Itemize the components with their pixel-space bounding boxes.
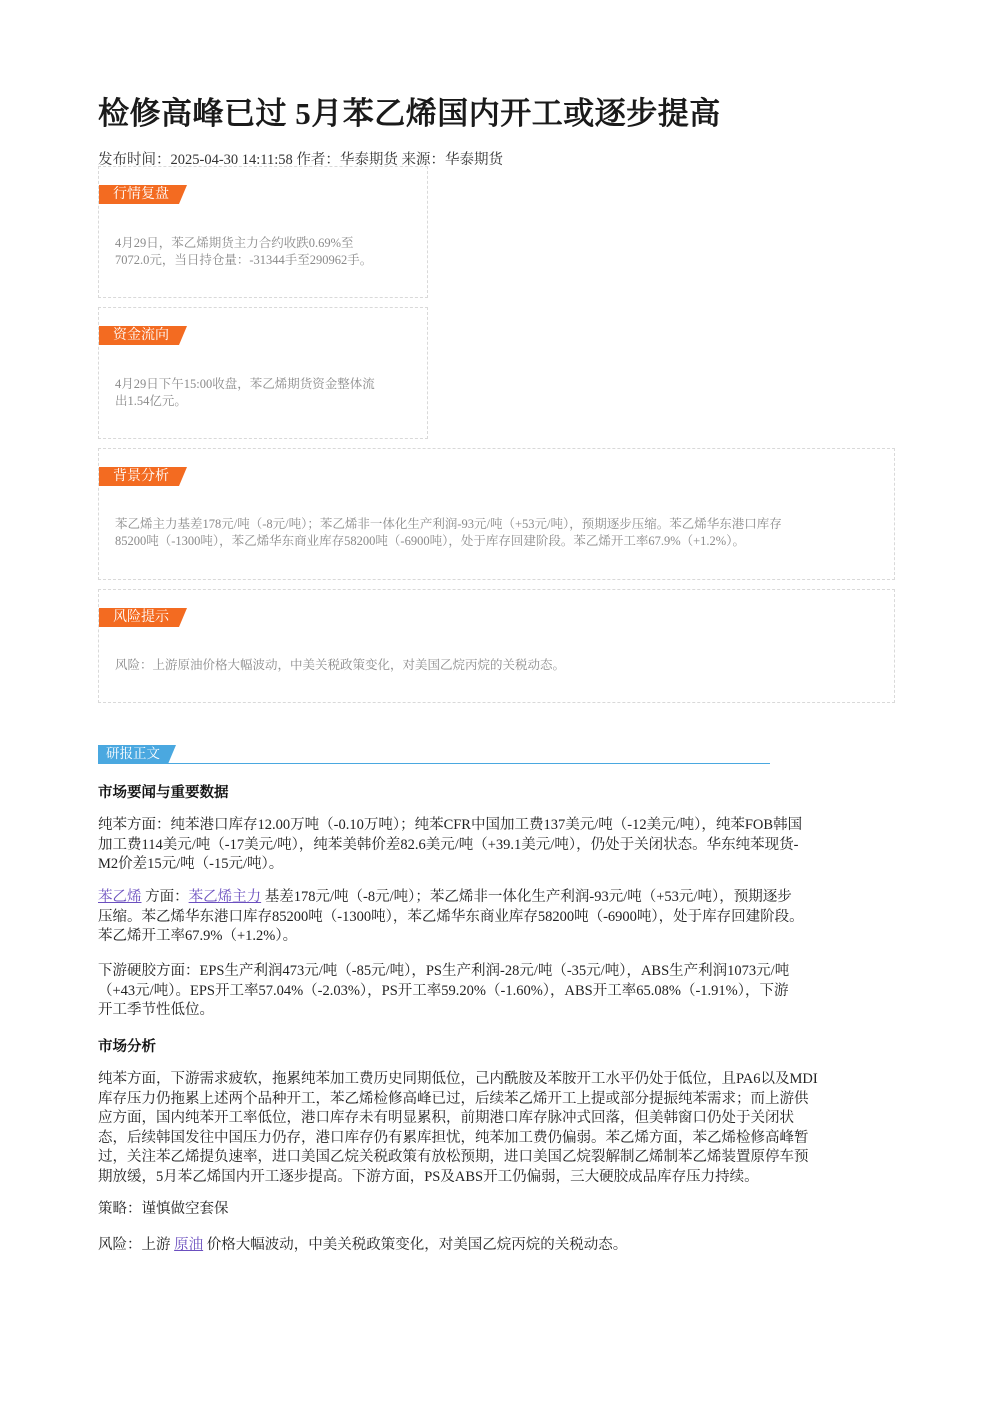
text-line: 加工费114美元/吨（-17美元/吨），纯苯美韩价差82.6美元/吨（+39.1美元/吨），仍处于关闭状态。华东纯苯现货- (98, 836, 799, 853)
text-line (98, 888, 894, 908)
risk-suffix: 价格大幅波动，中美关税政策变化，对美国乙烷丙烷的关税动态。 (203, 1237, 628, 1253)
styrene-mid-text: 方面： (141, 889, 189, 905)
article-meta: 发布时间：2025-04-30 14:11:58 作者：华泰期货 来源：华泰期货 (98, 152, 504, 168)
background-tag: 背景分析 (99, 467, 179, 486)
market-review-tag: 行情复盘 (99, 185, 179, 204)
text-line: 纯苯方面，下游需求疲软，拖累纯苯加工费历史同期低位，己内酰胺及苯胺开工水平仍处于低位，且PA6以及MDI (98, 1071, 818, 1087)
text-line: 期放缓，5月苯乙烯国内开工逐步提高。下游方面，PS及ABS开工仍偏弱，三大硬胶成品库存压力持续。 (98, 1168, 759, 1185)
text-line: 苯乙烯主力基差178元/吨（-8元/吨）；苯乙烯非一体化生产利润-93元/吨（+53元/吨），预期逐步压缩。苯乙烯华东港口库存 (115, 517, 782, 531)
market-review-box (98, 166, 428, 298)
text-line: 态，后续韩国发往中国压力仍存，港口库存仍有累库担忧，纯苯加工费仍偏弱。苯乙烯方面，苯乙烯检修高峰暂 (98, 1129, 809, 1146)
risk-text: 风险：上游原油价格大幅波动，中美关税政策变化，对美国乙烷丙烷的关税动态。 (115, 658, 566, 672)
paragraph-downstream (98, 962, 894, 1021)
capital-flow-box (98, 307, 428, 439)
text-line: M2价差15元/吨（-15元/吨）。 (98, 856, 284, 872)
background-box (98, 448, 895, 580)
market-review-text (115, 235, 372, 269)
text-line: 开工季节性低位。 (98, 1002, 214, 1018)
paragraph-analysis (98, 1070, 894, 1187)
styrene-line-rest: 基差178元/吨（-8元/吨）；苯乙烯非一体化生产利润-93元/吨（+53元/吨），预期逐步 (261, 889, 792, 905)
text-line: （+43元/吨）。EPS开工率57.04%（-2.03%），PS开工率59.20%（-1.60%），ABS开工率65.08%（-1.91%），下游 (98, 982, 789, 999)
paragraph-styrene (98, 888, 894, 947)
text-line: 85200吨（-1300吨），苯乙烯华东商业库存58200吨（-6900吨），处于库存回建阶段。苯乙烯开工率67.9%（+1.2%）。 (115, 534, 745, 548)
heading-market-news: 市场要闻与重要数据 (98, 785, 229, 801)
risk-tag: 风险提示 (99, 608, 179, 627)
capital-flow-tag: 资金流向 (99, 326, 179, 345)
paragraph-benzene (98, 816, 894, 875)
text-line: 过，关注苯乙烯提负速率，进口美国乙烷关税政策有放松预期，进口美国乙烷裂解制乙烯制苯乙烯装置原停车预 (98, 1149, 809, 1165)
text-line: 压缩。苯乙烯华东港口库存85200吨（-1300吨），苯乙烯华东商业库存58200吨（-6900吨），处于库存回建阶段。 (98, 908, 804, 925)
divider (98, 763, 770, 764)
heading-market-analysis: 市场分析 (98, 1039, 156, 1055)
crude-oil-link[interactable]: 原油 (174, 1237, 204, 1253)
text-line: 出1.54亿元。 (115, 394, 187, 408)
text-line: 4月29日，苯乙烯期货主力合约收跌0.69%至 (115, 236, 354, 250)
text-line: 纯苯方面：纯苯港口库存12.00万吨（-0.10万吨）；纯苯CFR中国加工费137美元/吨（-12美元/吨），纯苯FOB韩国 (98, 817, 803, 833)
report-body-tag: 研报正文 (98, 745, 168, 764)
text-line: 下游硬胶方面：EPS生产利润473元/吨（-85元/吨），PS生产利润-28元/吨（-35元/吨），ABS生产利润1073元/吨 (98, 963, 790, 979)
background-text (115, 516, 885, 550)
styrene-link[interactable]: 苯乙烯 (98, 889, 142, 905)
text-line: 应方面，国内纯苯开工率低位，港口库存未有明显累积，前期港口库存脉冲式回落，但美韩窗口仍处于关闭状 (98, 1110, 794, 1126)
risk-prefix: 风险：上游 (98, 1237, 175, 1253)
strategy-text: 策略：谨慎做空套保 (98, 1201, 229, 1217)
risk-box (98, 589, 895, 703)
text-line: 库存压力仍拖累上述两个品种开工，苯乙烯检修高峰已过，后续苯乙烯开工上提或部分提振纯苯需求；而上游供 (98, 1090, 809, 1107)
capital-flow-text (115, 376, 375, 410)
text-line: 4月29日下午15:00收盘，苯乙烯期货资金整体流 (115, 377, 375, 391)
paragraph-risk (98, 1236, 894, 1256)
text-line: 苯乙烯开工率67.9%（+1.2%）。 (98, 928, 298, 944)
styrene-main-link[interactable]: 苯乙烯主力 (188, 889, 262, 905)
text-line: 7072.0元，当日持仓量：-31344手至290962手。 (115, 253, 373, 267)
page-title: 检修高峰已过 5月苯乙烯国内开工或逐步提高 (98, 96, 721, 131)
